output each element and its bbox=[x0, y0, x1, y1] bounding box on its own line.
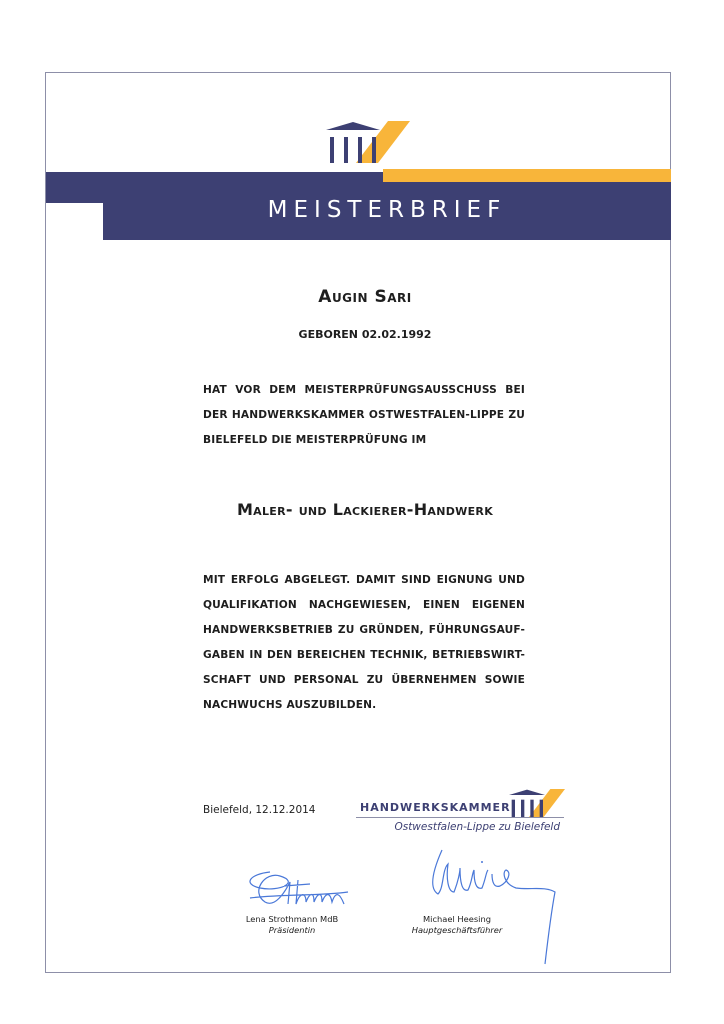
recipient-name-text: Augin Sari bbox=[318, 287, 412, 307]
issuer-subtitle: Ostwestfalen-Lippe zu Bielefeld bbox=[394, 821, 560, 833]
signatory-name: Lena Strothmann MdB bbox=[245, 914, 339, 924]
body-line: HANDWERKSBETRIEB ZU GRÜNDEN, FÜHRUNGSAUF- bbox=[203, 624, 525, 636]
body-line: MIT ERFOLG ABGELEGT. DAMIT SIND EIGNUNG UND bbox=[203, 574, 525, 586]
signatory-name: Michael Heesing bbox=[422, 914, 492, 924]
body-line: GABEN IN DEN BEREICHEN TECHNIK, BETRIEBSWIRT- bbox=[203, 649, 525, 661]
body-line: SCHAFT UND PERSONAL ZU ÜBERNEHMEN SOWIE bbox=[203, 674, 525, 686]
header-band-accent bbox=[383, 169, 671, 182]
place-date: Bielefeld, 12.12.2014 bbox=[203, 804, 316, 816]
building-columns-icon bbox=[326, 121, 410, 163]
signatory-role: Präsidentin bbox=[268, 925, 316, 935]
trade-title-text: Maler- und Lackierer-Handwerk bbox=[236, 500, 494, 519]
body-line: QUALIFIKATION NACHGEWIESEN, EINEN EIGENEN bbox=[203, 599, 525, 611]
birth-date: GEBOREN 02.02.1992 bbox=[298, 328, 432, 341]
intro-line: BIELEFELD DIE MEISTERPRÜFUNG IM bbox=[203, 434, 427, 446]
signature-heesing bbox=[420, 848, 565, 968]
signatory-1 bbox=[207, 914, 377, 936]
certificate-title bbox=[103, 190, 671, 230]
recipient-name bbox=[190, 287, 540, 307]
title-text: MEISTERBRIEF bbox=[267, 197, 507, 223]
intro-line: HAT VOR DEM MEISTERPRÜFUNGSAUSSCHUSS BEI bbox=[203, 384, 525, 396]
signatory-2 bbox=[372, 914, 542, 936]
building-columns-icon bbox=[509, 789, 565, 817]
trade-title bbox=[190, 500, 540, 519]
issuer-divider bbox=[356, 817, 564, 818]
signatory-role: Hauptgeschäftsführer bbox=[411, 925, 503, 935]
issuer-name: HANDWERKSKAMMER bbox=[360, 801, 511, 814]
intro-line: DER HANDWERKSKAMMER OSTWESTFALEN-LIPPE ZU bbox=[203, 409, 525, 421]
body-line: NACHWUCHS AUSZUBILDEN. bbox=[203, 699, 377, 711]
intro-paragraph bbox=[203, 378, 525, 453]
signature-strothmann bbox=[240, 862, 350, 914]
body-paragraph bbox=[203, 568, 525, 718]
